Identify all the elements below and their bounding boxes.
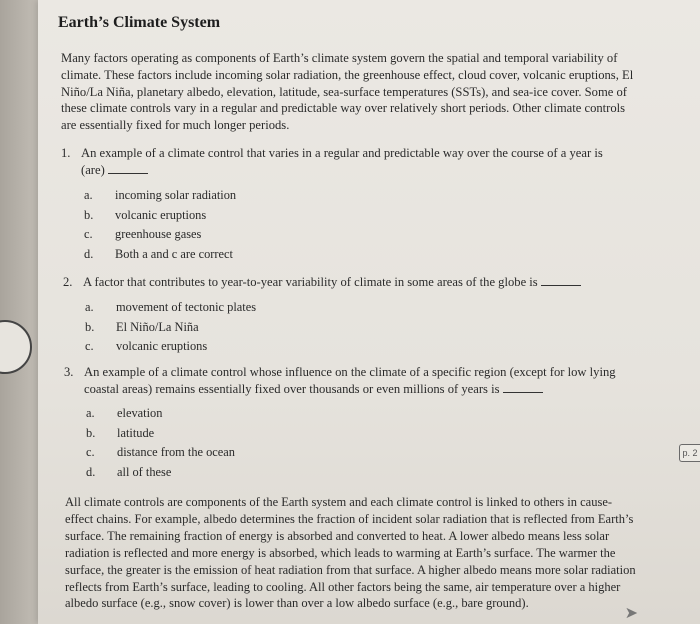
- question-3-options: [86, 404, 386, 482]
- answer-blank: [108, 162, 148, 174]
- option-label: volcanic eruptions: [115, 207, 207, 222]
- cursor-arrow-icon: ➤: [624, 603, 638, 622]
- option-letter: c.: [86, 445, 95, 460]
- option-b[interactable]: [84, 206, 384, 226]
- closing-paragraph: All climate controls are components of the Earth system and each climate control is linked to others in cause-effect chains. For example, albedo determines the fraction of incident solar radiation that is reflected from Earth’s surface. The remaining fraction of energy is absorbed and converted to heat. A lower albedo means less solar radiation is reflected and more energy is absorbed, which leads to warming at Earth’s surface. The warmer the surface, the greater is the emission of heat radiation from that surface. A higher albedo means more solar radiation reflects from Earth’s surface, leading to cooling. All other factors being the same, air temperature over a higher albedo surface (e.g., snow cover) is lower than over a low albedo surface (e.g., bare ground).: [65, 495, 636, 611]
- question-2-options: [85, 298, 385, 357]
- option-d[interactable]: [84, 245, 384, 265]
- question-text: An example of a climate control whose influence on the climate of a specific region (except for low lying coastal areas) remains essentially fixed over thousands or even millions of years is: [84, 365, 616, 396]
- option-a[interactable]: [85, 298, 385, 318]
- option-letter: a.: [85, 300, 94, 314]
- background-edge: [0, 0, 38, 624]
- option-c[interactable]: [85, 337, 385, 357]
- question-1-options: [84, 186, 384, 264]
- page-badge[interactable]: p. 2: [679, 444, 700, 462]
- option-letter: a.: [86, 406, 95, 420]
- option-a[interactable]: [84, 186, 384, 206]
- option-label: volcanic eruptions: [116, 339, 208, 354]
- answer-blank: [503, 381, 543, 393]
- option-label: all of these: [117, 464, 172, 479]
- question-number: 1.: [61, 146, 71, 160]
- option-c[interactable]: [86, 443, 386, 463]
- option-label: El Niño/La Niña: [116, 319, 199, 334]
- option-letter: b.: [86, 425, 96, 440]
- option-b[interactable]: [85, 318, 385, 338]
- option-label: Both a and c are correct: [115, 246, 233, 261]
- option-letter: d.: [84, 246, 94, 261]
- option-label: movement of tectonic plates: [116, 300, 257, 314]
- option-label: greenhouse gases: [115, 227, 202, 242]
- option-c[interactable]: [84, 225, 384, 245]
- option-letter: c.: [84, 227, 93, 242]
- option-b[interactable]: [86, 424, 386, 444]
- option-letter: d.: [86, 464, 96, 479]
- question-text: A factor that contributes to year-to-year variability of climate in some areas of the globe is: [83, 275, 538, 289]
- option-letter: a.: [84, 188, 93, 202]
- option-letter: b.: [84, 207, 94, 222]
- option-label: latitude: [117, 425, 155, 440]
- answer-blank: [541, 274, 581, 286]
- question-number: 2.: [63, 275, 73, 289]
- option-letter: c.: [85, 339, 94, 354]
- question-number: 3.: [64, 365, 74, 379]
- question-text: An example of a climate control that varies in a regular and predictable way over the course of a year is (are): [81, 146, 603, 177]
- intro-paragraph: Many factors operating as components of Earth’s climate system govern the spatial and temporal variability of climate. These factors include incoming solar radiation, the greenhouse effect, cloud cover, volcanic eruptions, El Niño/La Niña, planetary albedo, elevation, latitude, sea-surface temperatures (SSTs), and sea-ice cover. Some of these climate controls vary in a regular and predictable way over relatively short periods. Other climate controls are essentially fixed for much longer periods.: [61, 51, 634, 133]
- document-title: Earth’s Climate System: [58, 14, 221, 31]
- option-a[interactable]: [86, 404, 386, 424]
- option-label: elevation: [117, 406, 163, 420]
- option-letter: b.: [85, 319, 95, 334]
- option-label: incoming solar radiation: [115, 188, 237, 202]
- option-label: distance from the ocean: [117, 445, 236, 460]
- option-d[interactable]: [86, 463, 386, 483]
